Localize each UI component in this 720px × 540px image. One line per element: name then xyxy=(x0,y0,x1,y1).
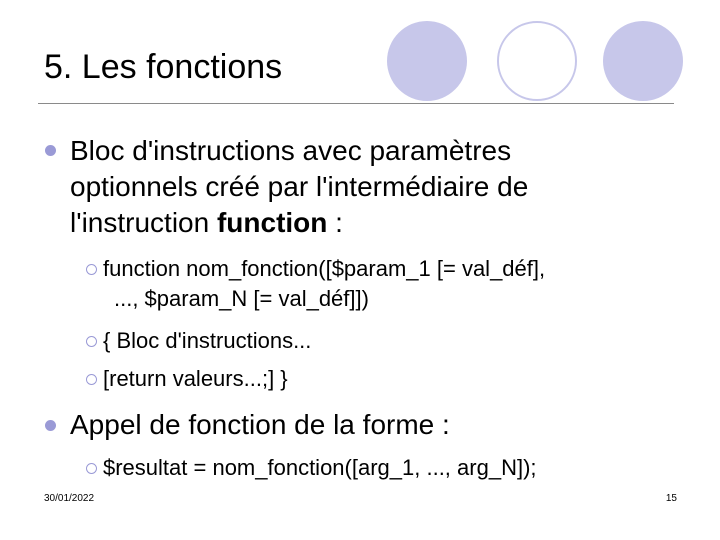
bullet1-line3 xyxy=(70,205,343,241)
sub-bullet-icon xyxy=(86,463,97,474)
bullet1-line3-suffix: : xyxy=(327,207,343,238)
decor-circle xyxy=(497,21,577,101)
bullet-icon xyxy=(45,420,56,431)
sub-bullet-icon xyxy=(86,374,97,385)
subitem-call: $resultat = nom_fonction([arg_1, ..., arg_N]); xyxy=(103,455,537,480)
subitem-function-signature-cont: ..., $param_N [= val_déf]]) xyxy=(114,286,369,311)
decor-circle xyxy=(603,21,683,101)
footer-date: 30/01/2022 xyxy=(44,493,95,504)
subitem-function-signature: function nom_fonction([$param_1 [= val_déf], xyxy=(103,256,546,281)
slide-title: 5. Les fonctions xyxy=(44,48,283,86)
sub-bullet-icon xyxy=(86,264,97,275)
page-number: 15 xyxy=(665,493,677,504)
subitem-return: [return valeurs...;] } xyxy=(103,366,288,391)
bullet2-text: Appel de fonction de la forme : xyxy=(70,409,450,440)
bullet-icon xyxy=(45,145,56,156)
sub-bullet-icon xyxy=(86,336,97,347)
function-keyword: function xyxy=(216,207,328,238)
subitem-block: { Bloc d'instructions... xyxy=(103,328,312,353)
title-divider xyxy=(38,103,674,104)
bullet1-line3-prefix: l'instruction xyxy=(70,207,217,238)
bullet1-line2: optionnels créé par l'intermédiaire de xyxy=(70,171,529,202)
bullet1-line1: Bloc d'instructions avec paramètres xyxy=(70,135,512,166)
decor-circle xyxy=(387,21,467,101)
